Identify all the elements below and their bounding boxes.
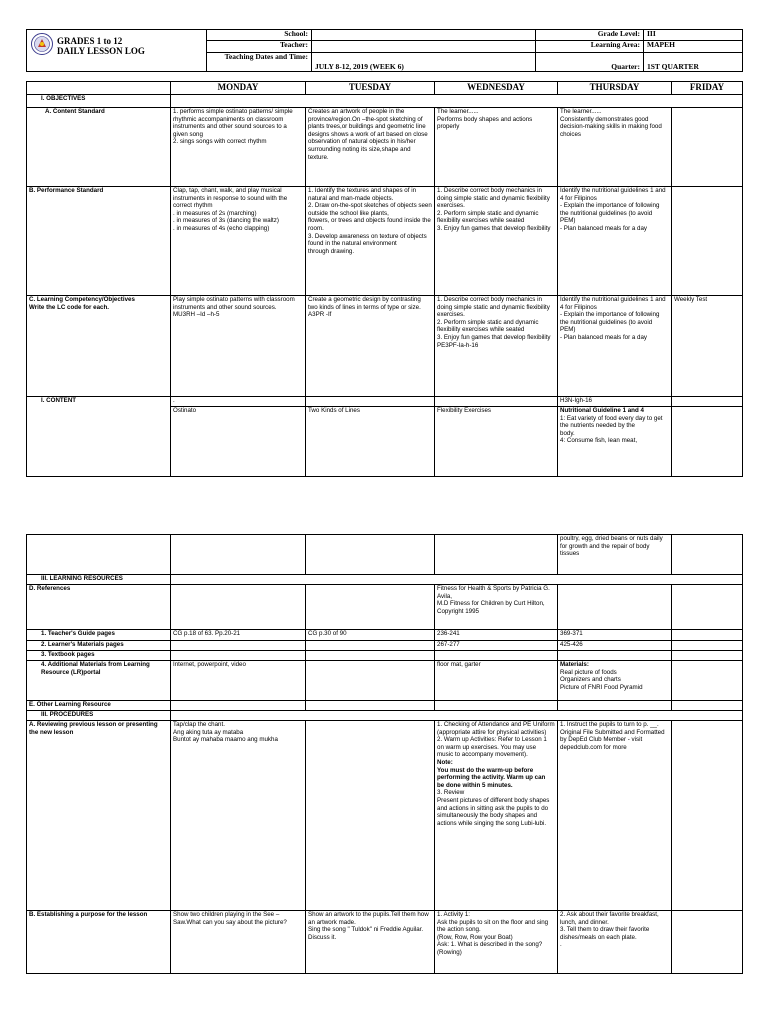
teachers-guide-thursday: 369-371	[558, 630, 672, 641]
competency-label: C. Learning Competency/Objectives Write the LC code for each.	[27, 296, 171, 397]
textbook-pages-label: 3. Textbook pages	[27, 651, 171, 661]
school-value	[312, 30, 536, 41]
additional-materials-friday	[672, 661, 743, 701]
review-tuesday	[306, 721, 435, 911]
content-tuesday: Two Kinds of Lines	[306, 407, 435, 477]
performance-standard-friday	[672, 187, 743, 296]
cont-thursday: poultry, egg, dried beans or nuts daily for growth and the repair of body tissues	[558, 535, 672, 575]
teacher-value	[312, 41, 536, 52]
references-monday	[171, 585, 306, 630]
content-standard-tuesday: Creates an artwork of people in the province/region.On –the-spot sketching of plants trees,or buildings and geometric line designs shows a work of art based on close observation of natural objects in his/her surrounding noting its size,shape and texture.	[306, 108, 435, 187]
competency-monday: Play simple ostinato patterns with classroom instruments and other sound sources. MU3RH –Id –h-5	[171, 296, 306, 397]
additional-materials-tuesday	[306, 661, 435, 701]
teachers-guide-friday	[672, 630, 743, 641]
references-wednesday: Fitness for Health & Sports by Patricia G. Avila, M.D Fitness for Children by Curt Hilton, Copyright 1995	[435, 585, 558, 630]
content-friday	[672, 407, 743, 477]
learning-area-value: MAPEH	[644, 41, 743, 52]
other-resources-label: E. Other Learning Resource	[27, 701, 171, 711]
references-friday	[672, 585, 743, 630]
day-header-tuesday: TUESDAY	[306, 82, 435, 95]
purpose-friday	[672, 911, 743, 974]
textbook-tuesday	[306, 651, 435, 661]
day-header-wednesday: WEDNESDAY	[435, 82, 558, 95]
content-top-tuesday	[306, 397, 435, 407]
content-top-friday	[672, 397, 743, 407]
textbook-friday	[672, 651, 743, 661]
cont-wednesday	[435, 535, 558, 575]
content-top-wednesday	[435, 397, 558, 407]
procedures-blank	[171, 711, 743, 721]
review-wednesday-part-a: 1. Checking of Attendance and PE Uniform (appropriate attire for physical activities) 2. Warm up Activities: Refer to Lesson 1 on warm up exercises. You may use music to accompany movement).	[437, 721, 555, 759]
review-friday	[672, 721, 743, 911]
references-tuesday	[306, 585, 435, 630]
cont-monday	[171, 535, 306, 575]
teacher-label: Teacher:	[207, 41, 312, 52]
textbook-thursday	[558, 651, 672, 661]
performance-standard-thursday: Identify the nutritional guidelines 1 and 4 for Filipinos - Explain the importance of following the nutritional guidelines (to avoid PEM) - Plan balanced meals for a day	[558, 187, 672, 296]
performance-standard-label: B. Performance Standard	[27, 187, 171, 296]
references-label: D. References	[27, 585, 171, 630]
nutrition-guideline-text: 1: Eat variety of food every day to get the nutrients needed by the body. 4: Consume fish, lean meat,	[560, 414, 663, 445]
deped-seal-icon	[31, 33, 53, 55]
review-lesson-label: A. Reviewing previous lesson or presenting the new lesson	[27, 721, 171, 911]
content-standard-monday: 1. performs simple ostinato patterns/ simple rhythmic accompaniments on classroom instruments and other sound sources to a given song 2. sings songs with correct rhythm	[171, 108, 306, 187]
content-standard-thursday: The learner...... Consistently demonstrates good decision-making skills in making food choices	[558, 108, 672, 187]
teachers-guide-wednesday: 236-241	[435, 630, 558, 641]
content-standard-wednesday: The learner...... Performs body shapes and actions properly	[435, 108, 558, 187]
objectives-heading: I. OBJECTIVES	[27, 95, 171, 108]
content-thursday	[558, 407, 672, 477]
objectives-blank	[171, 95, 743, 108]
teachers-guide-tuesday: CG p.30 of 90	[306, 630, 435, 641]
additional-materials-wednesday: floor mat, garter	[435, 661, 558, 701]
cont-label	[27, 535, 171, 575]
learners-materials-thursday: 425-426	[558, 641, 672, 651]
performance-standard-monday: Clap, tap, chant, walk, and play musical instruments in response to sound with the correct rhythm . in measures of 2s (marching) . in measures of 3s (dancing the waltz) . in measures of 4s (echo clapping)	[171, 187, 306, 296]
additional-materials-monday: Internet, powerpoint, video	[171, 661, 306, 701]
teaching-dates-label: Teaching Dates and Time:	[207, 52, 312, 71]
content-standard-label: A. Content Standard	[27, 108, 171, 187]
learners-materials-label: 2. Learner's Materials pages	[27, 641, 171, 651]
lesson-table-page-1	[26, 81, 743, 477]
other-tuesday	[306, 701, 435, 711]
document-title	[57, 36, 145, 56]
content-top-thursday: H3N-Igh-16	[558, 397, 672, 407]
content-standard-friday	[672, 108, 743, 187]
content-heading: I. CONTENT	[27, 397, 171, 477]
purpose-label: B. Establishing a purpose for the lesson	[27, 911, 171, 974]
grade-level-label: Grade Level:	[536, 30, 644, 41]
title-line-2: DAILY LESSON LOG	[57, 46, 145, 56]
learning-area-label: Learning Area:	[536, 41, 644, 52]
grade-level-value: III	[644, 30, 743, 41]
cont-friday	[672, 535, 743, 575]
content-top-monday: .	[171, 397, 306, 407]
materials-list: Real picture of foods Organizers and charts Picture of FNRI Food Pyramid	[560, 668, 643, 691]
competency-tuesday: Create a geometric design by contrasting two kinds of lines in terms of type or size. A3PR -If	[306, 296, 435, 397]
lesson-table-page-2	[26, 534, 743, 974]
quarter-label: Quarter:	[536, 52, 644, 71]
other-thursday	[558, 701, 672, 711]
performance-standard-wednesday: 1. Describe correct body mechanics in doing simple static and dynamic flexibility exercises. 2. Perform simple static and dynamic flexibility exercises while seated 3. Enjoy fun games that develop flexibility	[435, 187, 558, 296]
references-thursday	[558, 585, 672, 630]
header-table	[26, 29, 743, 72]
learning-resources-heading: III. LEARNING RESOURCES	[27, 575, 171, 585]
additional-materials-thursday	[558, 661, 672, 701]
textbook-wednesday	[435, 651, 558, 661]
quarter-value: 1ST QUARTER	[644, 52, 743, 71]
competency-thursday: Identify the nutritional guidelines 1 and 4 for Filipinos - Explain the importance of following the nutritional guidelines (to avoid PEM) - Plan balanced meals for a day	[558, 296, 672, 397]
day-header-blank	[27, 82, 171, 95]
review-wednesday	[435, 721, 558, 911]
other-monday	[171, 701, 306, 711]
purpose-wednesday: 1. Activity 1: Ask the pupils to sit on the floor and sing the action song. (Row, Row, Row your Boat) Ask: 1. What is described in the song? (Rowing)	[435, 911, 558, 974]
competency-friday: Weekly Test	[672, 296, 743, 397]
procedures-heading: III. PROCEDURES	[27, 711, 171, 721]
title-line-1: GRADES 1 to 12	[57, 36, 123, 46]
textbook-monday	[171, 651, 306, 661]
purpose-tuesday: Show an artwork to the pupils.Tell them how an artwork made. Sing the song " Tuldok" ni Freddie Aguilar. Discuss it.	[306, 911, 435, 974]
other-friday	[672, 701, 743, 711]
learners-materials-tuesday	[306, 641, 435, 651]
competency-wednesday: 1. Describe correct body mechanics in doing simple static and dynamic flexibility exercises. 2. Perform simple static and dynamic flexibility exercises while seated 3. Enjoy fun games that develop flexibility PE3PF-Ia-h-16	[435, 296, 558, 397]
purpose-thursday: 2. Ask about their favorite breakfast, lunch, and dinner. 3. Tell them to draw their favorite dishes/meals on each plate. .	[558, 911, 672, 974]
school-label: School:	[207, 30, 312, 41]
teaching-dates-value: JULY 8-12, 2019 (WEEK 6)	[312, 52, 536, 71]
teachers-guide-monday: CG p.18 of 63. Pp.20-21	[171, 630, 306, 641]
teachers-guide-label: 1. Teacher's Guide pages	[27, 630, 171, 641]
learners-materials-monday	[171, 641, 306, 651]
other-wednesday	[435, 701, 558, 711]
content-wednesday: Flexibility Exercises	[435, 407, 558, 477]
learners-materials-friday	[672, 641, 743, 651]
materials-title: Materials:	[560, 661, 589, 668]
day-header-thursday: THURSDAY	[558, 82, 672, 95]
purpose-monday: Show two children playing in the See –Saw.What can you say about the picture?	[171, 911, 306, 974]
review-wednesday-note: Note: You must do the warm-up before performing the activity. Warm up can be done within 5 minutes.	[437, 758, 546, 789]
learning-resources-blank	[171, 575, 743, 585]
day-header-friday: FRIDAY	[672, 82, 743, 95]
day-header-monday: MONDAY	[171, 82, 306, 95]
review-wednesday-part-b: 3. Review Present pictures of different body shapes and actions in sitting ask the pupils to do simultaneously the body shapes and actions while singing the song Lubi-lubi.	[437, 789, 550, 827]
content-monday: Ostinato	[171, 407, 306, 477]
header-logo-cell	[27, 30, 207, 72]
additional-materials-label: 4. Additional Materials from Learning Resource (LR)portal	[27, 661, 171, 701]
cont-tuesday	[306, 535, 435, 575]
nutrition-guideline-title: Nutritional Guideline 1 and 4	[560, 407, 644, 414]
review-thursday: 1. Instruct the pupils to turn to p. __. Original File Submitted and Formatted by DepEd Club Member - visit depedclub.com for more	[558, 721, 672, 911]
performance-standard-tuesday: 1. Identify the textures and shapes of in natural and man-made objects. 2. Draw on-the-spot sketches of objects seen outside the school like plants, flowers, or trees and objects found inside the room. 3. Develop awareness on texture of objects found in the natural environment through drawing.	[306, 187, 435, 296]
review-monday: Tap/clap the chant. Ang aking tuta ay mataba Buntot ay mahaba maamo ang mukha	[171, 721, 306, 911]
learners-materials-wednesday: 267-277	[435, 641, 558, 651]
